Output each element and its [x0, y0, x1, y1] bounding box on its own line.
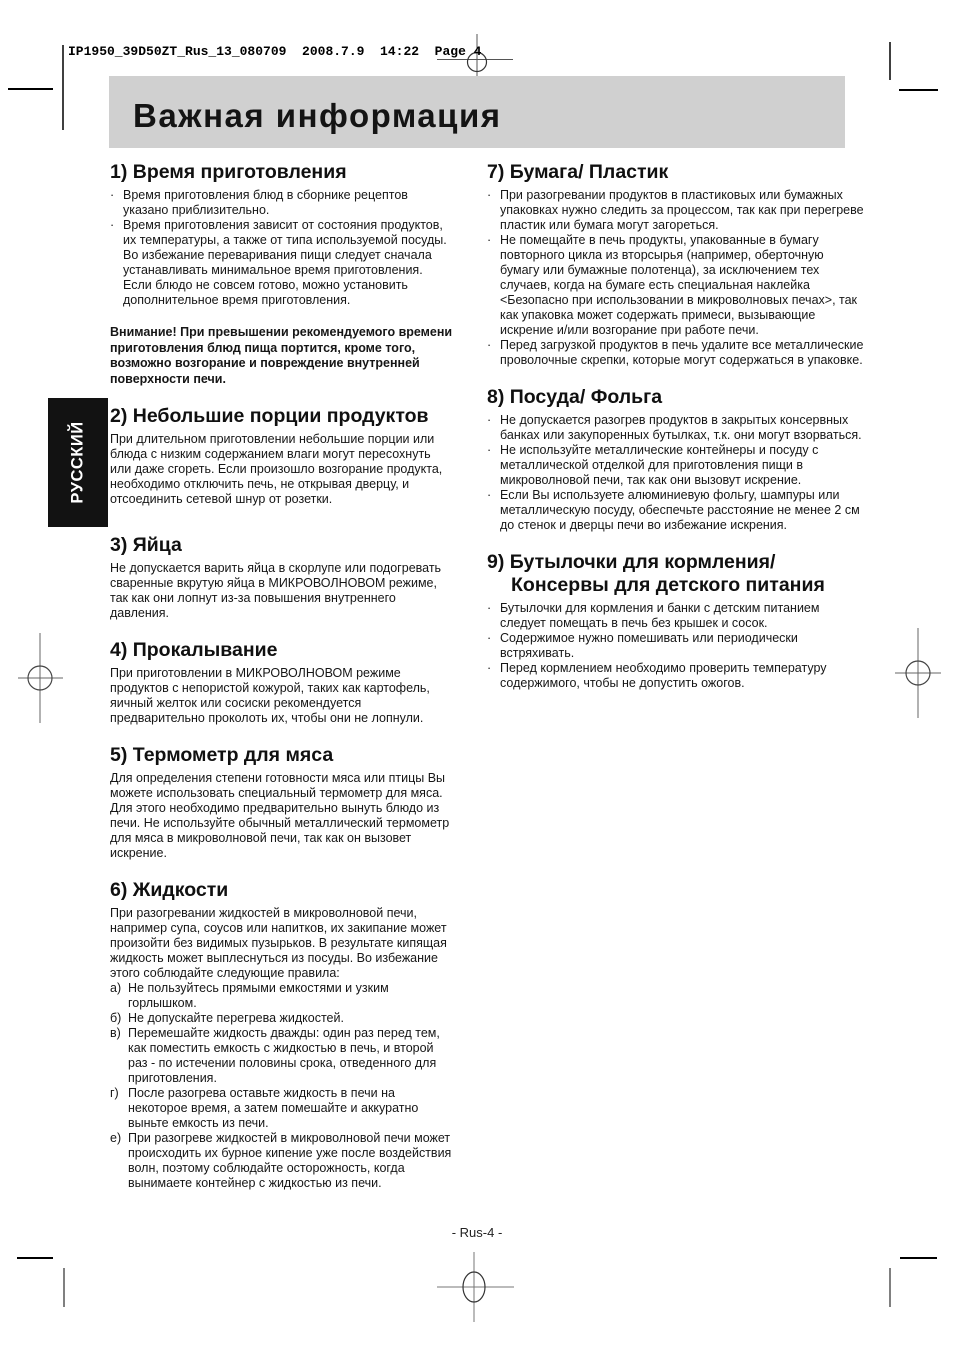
- bullet-text: Не помещайте в печь продукты, упакованные в бумагу повторного цикла из вторсырья (например, оберточную бумагу или бумажные полотенца), за исключением тех случаев, когда на бумаге есть специальная наклейка <Безопасно при использовании в микроволновых печах>, так как упаковка может содержать примеси, вызывающие искрение и/или возгорание при работе печи.: [500, 233, 858, 337]
- language-tab-russian: [48, 398, 108, 527]
- bullet-text: Перед кормлением необходимо проверить температуру содержимого, чтобы не допустить ожогов.: [500, 661, 827, 690]
- language-tab-label: РУССКИЙ: [68, 421, 87, 504]
- section-heading: 7) Бумага/ Пластик: [487, 161, 669, 183]
- bullet-item: [487, 601, 865, 631]
- section-body: Не допускается варить яйца в скорлупе или подогревать сваренные вкрутую яйца в МИКРОВОЛНОВОМ режиме, так как они лопнут из-за повышения внутреннего давления.: [110, 561, 442, 621]
- item-label: е): [110, 1131, 122, 1146]
- right-column: [487, 161, 865, 691]
- item-label: а): [110, 981, 122, 996]
- lettered-item: [110, 981, 454, 1011]
- bullet-item: [487, 233, 865, 338]
- bullet-dot: ·: [487, 631, 492, 645]
- bullet-dot: ·: [487, 488, 492, 502]
- item-text: Не допускайте перегрева жидкостей.: [128, 1011, 344, 1026]
- bullet-item: [487, 443, 865, 488]
- bullet-item: [487, 661, 865, 691]
- bullet-item: [487, 338, 865, 368]
- item-text: Перемешайте жидкость дважды: один раз перед тем, как поместить емкость с жидкостью в печь, и второй раз - по истечении половины срока, отведенного для приготовления.: [128, 1026, 440, 1086]
- bullet-dot: ·: [487, 443, 492, 457]
- section-small-portions: [110, 405, 454, 507]
- section-body: Для определения степени готовности мяса или птицы Вы можете использовать специальный термометр для мяса. Для этого необходимо предварительно вынуть блюдо из печи. Не используйте обычный металлический термометр для мяса в микроволновой печи, так как он вызовет искрение.: [110, 771, 450, 861]
- bullet-dot: ·: [487, 601, 492, 615]
- bullet-dot: ·: [110, 218, 115, 232]
- bullet-dot: ·: [487, 188, 492, 202]
- bullet-dot: ·: [487, 413, 492, 427]
- print-job-header: IP1950_39D50ZT_Rus_13_080709 2008.7.9 14:22 Page 4: [68, 44, 482, 59]
- section-heading: 2) Небольшие порции продуктов: [110, 405, 429, 428]
- lettered-item: [110, 1131, 454, 1191]
- section-heading: 5) Термометр для мяса: [110, 744, 334, 767]
- bullet-text: Содержимое нужно помешивать или периодически встряхивать.: [500, 631, 798, 660]
- warning-paragraph: Внимание! При превышении рекомендуемого времени приготовления блюд пища портится, кроме того, возможно возгорание и повреждение внутренней поверхности печи.: [110, 325, 453, 386]
- item-label: г): [110, 1086, 119, 1101]
- section-heading: 6) Жидкости: [110, 879, 229, 902]
- bullet-dot: ·: [110, 188, 115, 202]
- section-body: При длительном приготовлении небольшие порции или блюда с низким содержанием влаги могут пересохнуть или даже сгореть. Если произошло возгорание продукта, необходимо отключить печь, не открывая дверцу, и отсоединить сетевой шнур от розетки.: [110, 432, 443, 507]
- item-text: Не пользуйтесь прямыми емкостями и узким горлышком.: [128, 981, 389, 1011]
- section-heading: 4) Прокалывание: [110, 639, 278, 662]
- bullet-item: [487, 631, 865, 661]
- section-heading: [487, 551, 865, 597]
- bullet-text: При разогревании продуктов в пластиковых или бумажных упаковках нужно следить за процессом, так как при перегреве пластик или бумага могут загореться.: [500, 188, 864, 232]
- page-title: Важная информация: [133, 97, 502, 134]
- left-column: [110, 161, 454, 1191]
- bullet-dot: ·: [487, 233, 492, 247]
- section-feeding-bottles: [487, 551, 865, 691]
- registration-target-left: [18, 633, 63, 723]
- section-meat-thermometer: [110, 744, 454, 861]
- bullet-dot: ·: [487, 338, 492, 352]
- heading-line-1: 9) Бутылочки для кормления/: [487, 551, 776, 573]
- section-body: При приготовлении в МИКРОВОЛНОВОМ режиме продуктов с непористой кожурой, таких как картофель, яичный желток или сосиски рекомендуется предварительно проколоть их, чтобы они не лопнули.: [110, 666, 430, 726]
- page-number: - Rus-4 -: [451, 1225, 503, 1240]
- bullet-text: Время приготовления зависит от состояния продуктов, их температуры, а также от типа используемой посуды.: [123, 218, 447, 247]
- heading-line-2: Консервы для детского питания: [511, 574, 825, 596]
- section-paper-plastic: [487, 161, 865, 368]
- bullet-item: [487, 488, 865, 533]
- registration-target-right: [895, 628, 941, 718]
- bullet-text: Если Вы используете алюминиевую фольгу, шампуры или металлическую посуду, обеспечьте расстояние не менее 2 см до стенок и дверцы печи во избежание искрения.: [500, 488, 860, 532]
- section-cooking-time: [110, 161, 454, 308]
- section-piercing: [110, 639, 454, 726]
- section-heading: 3) Яйца: [110, 534, 182, 557]
- section-liquids: [110, 879, 454, 1191]
- section-eggs: [110, 534, 454, 621]
- lettered-item: [110, 1086, 454, 1131]
- lettered-item: [110, 1011, 454, 1026]
- section-heading: 1) Время приготовления: [110, 161, 347, 183]
- section-heading: 8) Посуда/ Фольга: [487, 386, 663, 408]
- item-label: в): [110, 1026, 121, 1041]
- bullet-text: Не используйте металлические контейнеры и посуду с металлической отделкой для приготовления пищи в микроволновой печи, так как они вызовут искрение.: [500, 443, 819, 487]
- bullet-text: Не допускается разогрев продуктов в закрытых консервных банках или закупоренных бутылках, т.к. они могут взорваться.: [500, 413, 862, 442]
- item-text: При разогреве жидкостей в микроволновой печи может происходить их бурное кипение уже после воздействия волн, поэтому соблюдайте осторожность, когда вынимаете контейнер с жидкостью из печи.: [128, 1131, 452, 1191]
- section-body: При разогревании жидкостей в микроволновой печи, например супа, соусов или напитков, их закипание может произойти без видимых пузырьков. В результате кипящая жидкость может выплеснуться из посуды. Во избежание этого соблюдайте следующие правила:: [110, 906, 447, 981]
- lettered-item: [110, 1026, 454, 1086]
- bullet-text: Бутылочки для кормления и банки с детским питанием следует помещать в печь без крышек и сосок.: [500, 601, 820, 630]
- registration-target-bottom: [437, 1252, 514, 1322]
- bullet-item: [487, 188, 865, 233]
- bullet-dot: ·: [487, 661, 492, 675]
- title-banner: [109, 76, 845, 148]
- continuation-paragraph: Во избежание переваривания пищи следует сначала устанавливать минимальное время приготовления. Если блюдо не совсем готово, можно установить дополнительное время приготовления.: [123, 248, 432, 307]
- item-text: После разогрева оставьте жидкость в печи на некоторое время, а затем помешайте и аккуратно выньте емкость из печи.: [128, 1086, 419, 1131]
- bullet-text: Время приготовления блюд в сборнике рецептов указано приблизительно.: [123, 188, 408, 217]
- bullet-item: [110, 218, 454, 248]
- section-dishes-foil: [487, 386, 865, 533]
- bullet-item: [110, 188, 454, 218]
- item-label: б): [110, 1011, 122, 1026]
- bullet-text: Перед загрузкой продуктов в печь удалите все металлические проволочные скрепки, которые могут содержаться в упаковке.: [500, 338, 864, 367]
- bullet-item: [487, 413, 865, 443]
